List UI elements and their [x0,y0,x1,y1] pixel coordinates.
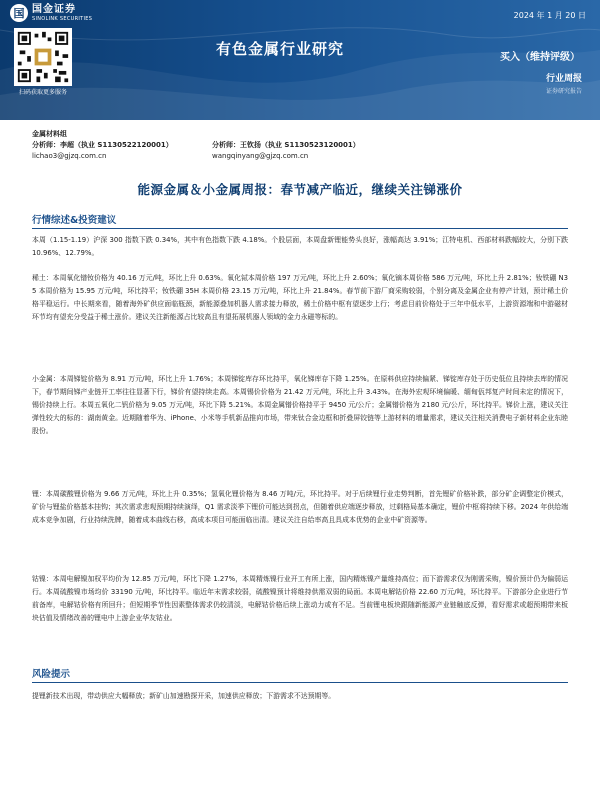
paragraph-lithium: 锂：本周碳酸锂价格为 9.66 万元/吨，环比上升 0.35%；氢氧化锂价格为 8.46 万吨/元，环比持平。对于后续锂行业走势判断，首先锂矿价格补跌，部分矿企调整定价模式，矿价与锂盐价格基本挂钩；其次需求悲观预期持续演绎，Q1 需求淡季下锂价可能达到拐点，但随着供应端逐步释放，过剩格局基本确定，锂价中枢将持续下移。2024 年供给端成本竞争加剧，行业持续洗牌，随着成本曲线右移，高成本项目可能面临出清。建议关注自给率高且具成本优势的企业中矿资源等。 [32,490,568,524]
paragraph-minor-metals: 小金属：本周锑锭价格为 8.91 万元/吨，环比上升 1.76%；本周锑锭库存环比持平，氧化锑库存下降 1.25%。在原料供应持续偏紧、锑锭库存处于历史低位且持续去库的情况下，春节期间锑产业链开工率往往显著下行，锑价有望持续走高。本周锡价价格为 21.42 万元/吨，环比上升 3.43%。在海外宏观环境偏暖、缅甸佤邦复产时间未定的情况下，锡价持续上行。本周五氧化二钒价格为 9.05 万元/吨，环比下降 5.21%。本周金属镨价格持平于 9450 元/公斤；金属镨价格为 2180 元/公斤，环比持平。锑价上涨，建议关注弹性较大的标的：湖南黄金。近期随着华为、iPhone、小米等手机新品推向市场，带来钛合金边框和折叠屏铰链等上游材料的增量需求，建议关注相关消费电子新材料企业东睦股份。 [32,375,568,435]
report-category: 证券研究报告 [545,88,582,95]
brand-logo [10,4,92,22]
analyst-1 [32,140,173,162]
brand-name-en: SINOLINK SECURITIES [32,15,93,22]
section-divider [32,228,568,229]
header-banner [0,0,600,120]
report-date: 2024 年 1 月 20 日 [513,11,586,20]
analyst-1-email[interactable]: lichao3@gjzq.com.cn [32,152,107,160]
headline: 能源金属＆小金属周报：春节减产临近，继续关注锑涨价 [137,182,463,197]
rating-badge: 买入（维持评级） [500,52,580,63]
brand-name-cn: 国金证券 [32,3,76,15]
section-title-risk: 风险提示 [32,669,71,680]
paragraph-market: 本周（1.15-1.19）沪深 300 指数下跌 0.34%，其中有色指数下跌 4.18%。个股层面，本周盘新锂能势头良好，涨幅高达 3.91%；江特电机、西部材料跌幅较大，分别下跌 10.96%、12.79%。 [32,236,568,257]
qr-caption: 扫码获取更多服务 [18,89,67,96]
analyst-2-email[interactable]: wangqinyang@gjzq.com.cn [212,152,309,160]
section-title-review: 行情综述&投资建议 [32,215,117,226]
analyst-2-line: 分析师：王钦扬（执业 S1130523120001） [212,141,360,149]
team-name: 金属材料组 [32,130,67,138]
analyst-2 [212,140,360,162]
section-divider [32,682,568,683]
brand-logo-icon: 国 [10,4,28,22]
analyst-1-line: 分析师：李超（执业 S1130522120001） [32,141,173,149]
paragraph-risk: 提锂新技术出现，带动供应大幅释放；新矿山加速勘探开采，加速供应释放；下游需求不达预期等。 [32,692,336,700]
report-title: 有色金属行业研究 [216,40,345,58]
paragraph-nickel-cobalt: 钴镍：本周电解镍加权平均价为 12.85 万元/吨，环比下降 1.27%，本周精炼镍行业开工有所上涨，国内精炼镍产量维持高位；而下游需求仅为刚需采购，镍价预计仍为偏弱运行。本周硫酸镍市场均价 33190 元/吨，环比持平。临近年末需求较弱，硫酸镍预计将维持供需双弱的局面。本周电解钴价格 22.60 万元/吨，环比持平。下游部分企业进行节前备库，电解钴价格有所回升；但短期季节性因素整体需求仍较清淡，电解钴价格后续上涨动力或有不足。当前锂电板块跟随新能源产业链触底反弹，看好需求或超预期带来板块估值及情绪改善的锂电中上游企业华友钴业。 [32,575,568,622]
report-type: 行业周报 [545,74,582,84]
paragraph-rare-earth: 稀土：本周氧化镨钕价格为 40.16 万元/吨，环比上升 0.63%。氧化铽本周价格 197 万元/吨，环比上升 2.60%；氧化镝本周价格 586 万元/吨，环比上升 2.81%；钕铁硼 N35 本周价格为 15.95 万元/吨，环比持平；钕铁硼 35H 本周价格 23.15 万元/吨，环比上升 21.84%。春节前下游厂商采购较弱，个别分离及金属企业有停产计划，预计稀土价格平稳运行。中长期来看，随着海外矿供应面临瓶颈，新能源叠加机器人需求接力释放，稀土价格中枢有望逐步上行；考虑目前价格处于三年中低水平，上游资源端和中游磁材环节均有望充分受益于稀土涨价。建议关注新能源占比较高且有望拓展机器人领域的金力永磁等标的。 [32,274,568,321]
qr-code-icon [14,28,72,86]
